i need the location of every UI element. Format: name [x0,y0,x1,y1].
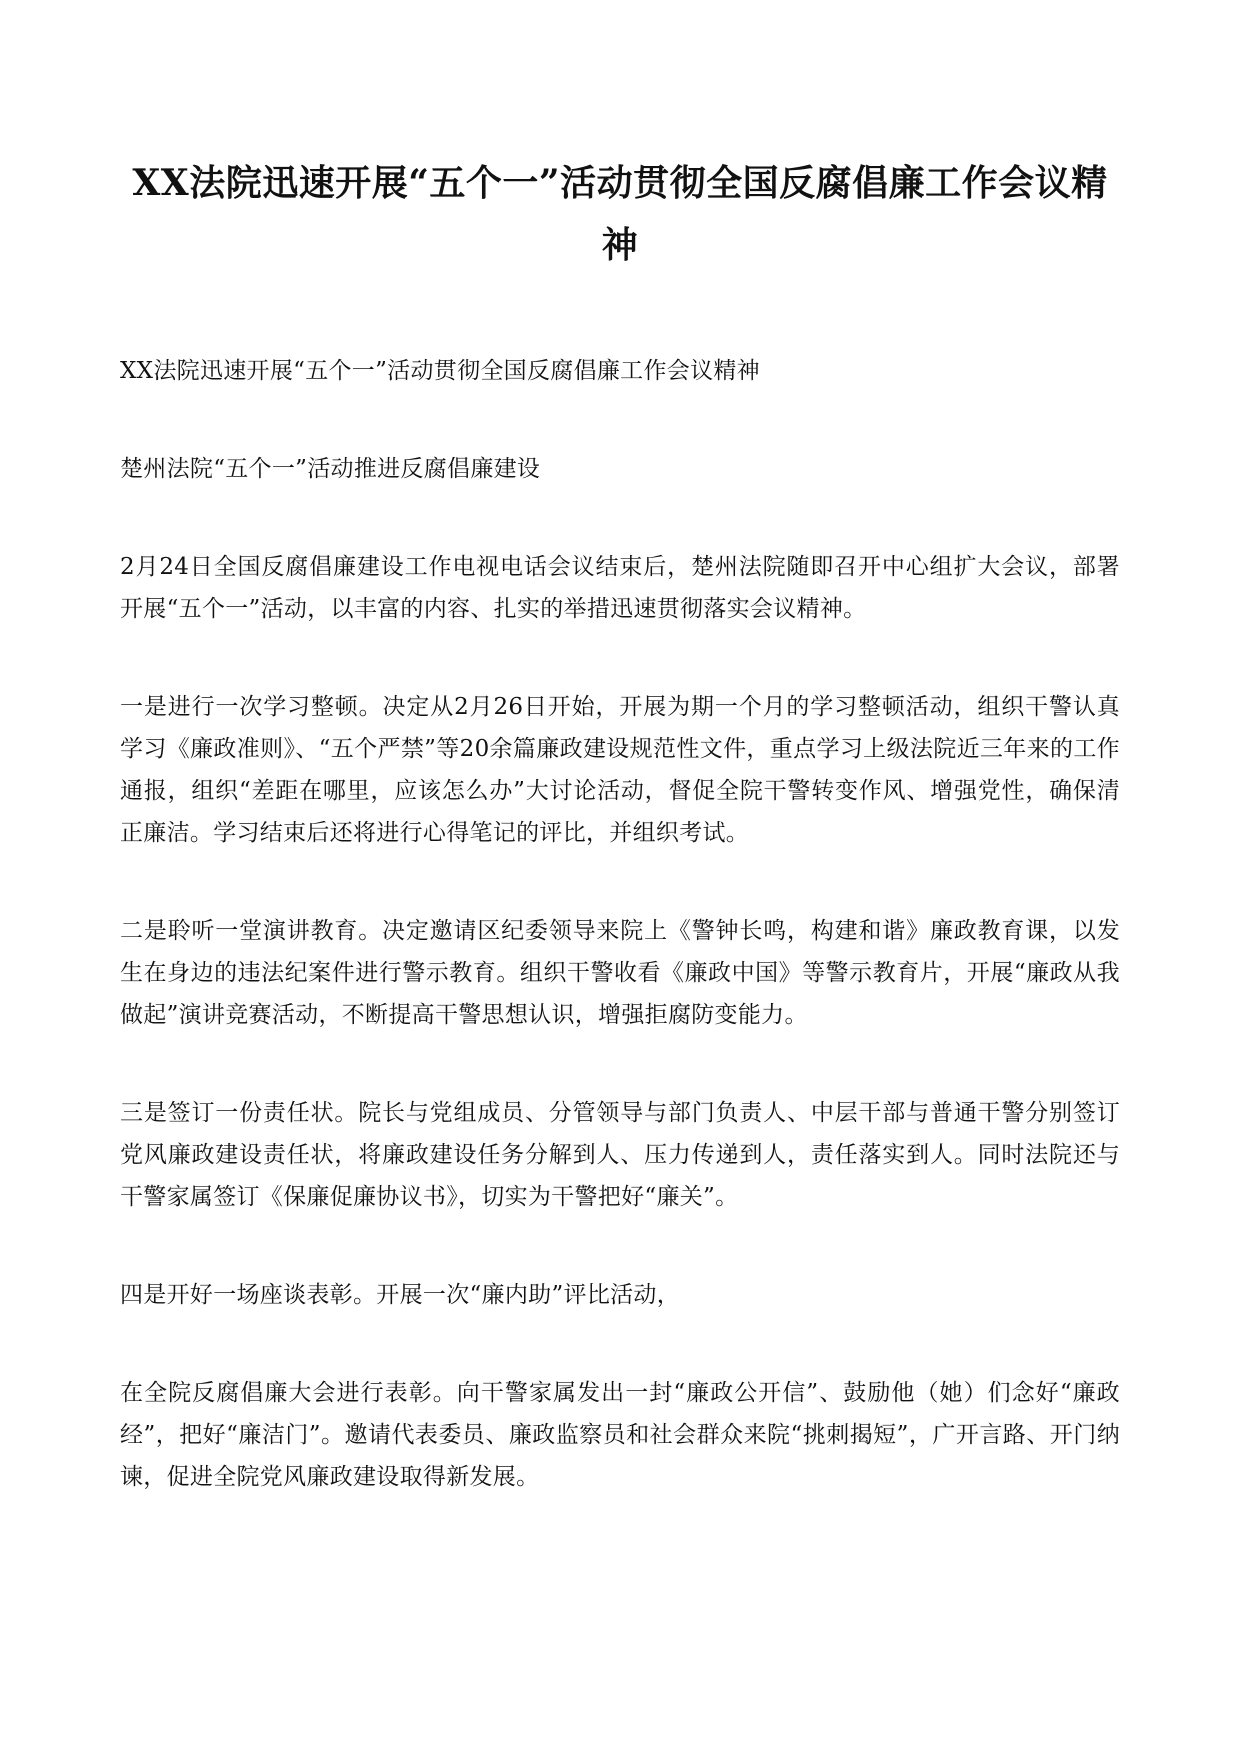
paragraph-responsibility: 三是签订一份责任状。院长与党组成员、分管领导与部门负责人、中层干部与普通干警分别签订党风廉政建设责任状，将廉政建设任务分解到人、压力传递到人，责任落实到人。同时法院还与干警家属签订《保廉促廉协议书》，切实为干警把好“廉关”。 [120,1100,1120,1210]
paragraph-intro: 2月24日全国反腐倡廉建设工作电视电话会议结束后，楚州法院随即召开中心组扩大会议，部署开展“五个一”活动，以丰富的内容、扎实的举措迅速贯彻落实会议精神。 [120,554,1120,622]
paragraph-lecture: 二是聆听一堂演讲教育。决定邀请区纪委领导来院上《警钟长鸣，构建和谐》廉政教育课，以发生在身边的违法纪案件进行警示教育。组织干警收看《廉政中国》等警示教育片，开展“廉政从我做起”演讲竞赛活动，不断提高干警思想认识，增强拒腐防变能力。 [120,918,1120,1028]
paragraph-subtitle: XX法院迅速开展“五个一”活动贯彻全国反腐倡廉工作会议精神 [120,358,760,384]
paragraph-study: 一是进行一次学习整顿。决定从2月26日开始，开展为期一个月的学习整顿活动，组织干警认真学习《廉政准则》、“五个严禁”等20余篇廉政建设规范性文件，重点学习上级法院近三年来的工作通报，组织“差距在哪里，应该怎么办”大讨论活动，督促全院干警转变作风、增强党性，确保清正廉洁。学习结束后还将进行心得笔记的评比，并组织考试。 [120,694,1120,846]
document-title: XX法院迅速开展“五个一”活动贯彻全国反腐倡廉工作会议精神 [132,162,1108,266]
paragraph-commendation: 在全院反腐倡廉大会进行表彰。向干警家属发出一封“廉政公开信”、鼓励他（她）们念好“廉政经”，把好“廉洁门”。邀请代表委员、廉政监察员和社会群众来院“挑刺揭短”，广开言路、开门纳谏，促进全院党风廉政建设取得新发展。 [120,1380,1120,1490]
paragraph-headline: 楚州法院“五个一”活动推进反腐倡廉建设 [120,456,541,482]
paragraph-forum: 四是开好一场座谈表彰。开展一次“廉内助”评比活动， [120,1282,681,1308]
